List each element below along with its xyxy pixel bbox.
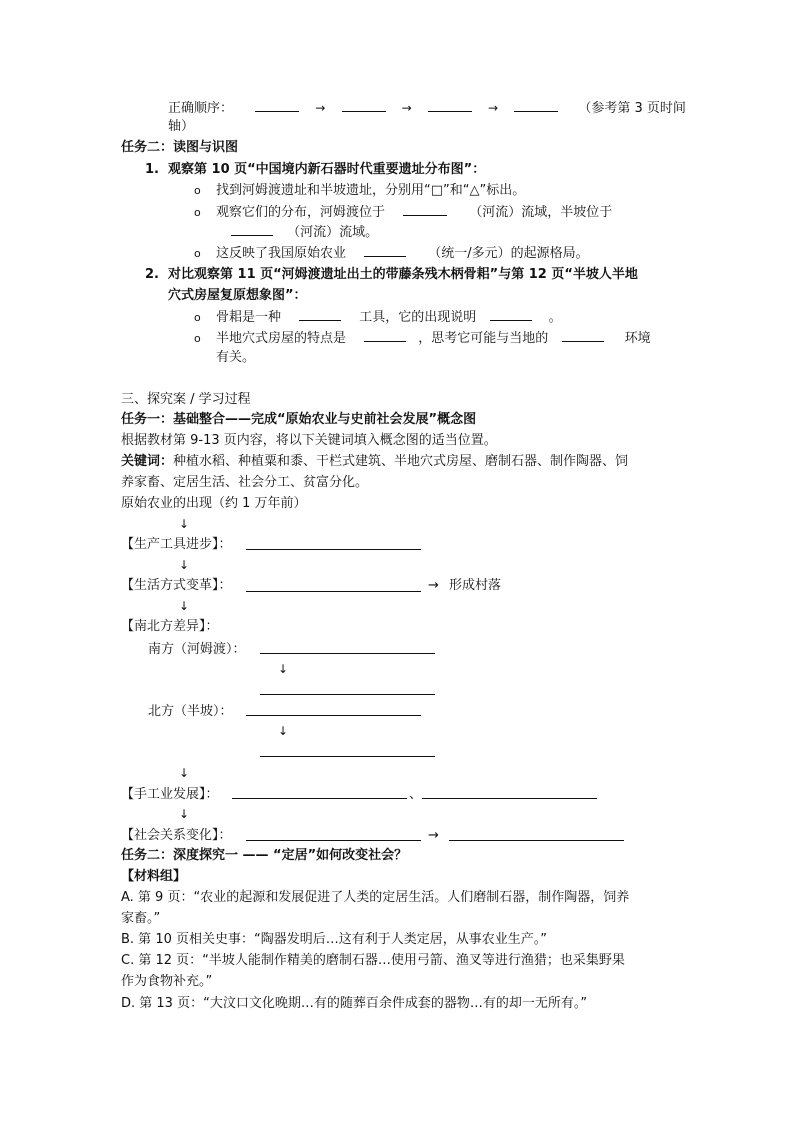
keywords-line: 关键词：种植水稻、种植粟和黍、干栏式建筑、半地穴式房屋、磨制石器、制作陶器、饲 (121, 454, 629, 469)
bullet-2-line: 观察它们的分布，河姆渡位于 （河流）流域，半坡位于 (216, 205, 613, 220)
bullet-c1-line: 骨耜是一种 工具，它的出现说明 。 (216, 310, 562, 325)
material-c-cont: 作为食物补充。” (121, 974, 213, 989)
task2-deep-title: 任务二：深度探究一 —— “定居”如何改变社会？ (121, 848, 408, 863)
explain-blank[interactable] (490, 308, 532, 321)
village-line (428, 577, 501, 595)
order-ref: （参考第 3 页时间 (578, 101, 686, 116)
item2-title-cont: 穴式房屋复原想象图”： (168, 288, 307, 303)
down-arrow-icon: ↓ (179, 766, 190, 780)
south-blank-1[interactable] (260, 653, 435, 654)
item-number: 2. (145, 267, 159, 282)
craft-separator: 、 (409, 787, 423, 802)
task2-read-map-title: 任务二：读图与识图 (121, 140, 239, 155)
down-arrow-icon: ↓ (179, 599, 190, 613)
north-label: 北方（半坡）： (148, 704, 233, 719)
order-blank-2[interactable] (342, 99, 386, 112)
material-b: B. 第 10 页相关史事：“陶器发明后…这有利于人类定居，从事农业生产。” (121, 932, 547, 947)
concept-craft-label: 【手工业发展】： (121, 787, 219, 802)
task1-title: 任务一：基础整合——完成“原始农业与史前社会发展”概念图 (121, 412, 477, 427)
bullet-icon: o (194, 206, 201, 219)
house-feature-blank[interactable] (364, 329, 406, 342)
river-blank-banpo[interactable] (231, 223, 273, 236)
bullet-2-cont: （河流）流域。 (231, 223, 378, 242)
down-arrow-icon: ↓ (179, 558, 190, 572)
craft-blank-2[interactable] (422, 798, 597, 799)
bullet-icon: o (194, 311, 201, 324)
down-arrow-icon: ↓ (179, 517, 190, 531)
order-line (168, 99, 686, 118)
arrow-icon: → (428, 828, 439, 843)
craft-blank-1[interactable] (232, 798, 407, 799)
item-number: 1. (145, 162, 159, 177)
section3-title: 三、探究案 / 学习过程 (121, 392, 251, 407)
concept-social-label: 【社会关系变化】： (121, 828, 232, 843)
bullet-icon: o (194, 184, 201, 197)
item1-title: 观察第 10 页“中国境内新石器时代重要遗址分布图”： (168, 162, 486, 177)
down-arrow-icon: ↓ (278, 724, 289, 738)
order-label: 正确顺序： (168, 101, 234, 116)
intro-text: 根据教材第 9-13 页内容，将以下关键词填入概念图的适当位置。 (121, 433, 497, 448)
order-blank-1[interactable] (255, 99, 299, 112)
order-ref-cont: 轴） (168, 119, 195, 134)
material-a-cont: 家畜。” (121, 911, 161, 926)
material-a: A. 第 9 页：“农业的起源和发展促进了人类的定居生活。人们磨制石器，制作陶器，饲养 (121, 890, 630, 905)
bullet-3-line: 这反映了我国原始农业 （统一/多元）的起源格局。 (216, 246, 589, 261)
arrow-icon: → (487, 101, 499, 115)
origin-pattern-blank[interactable] (364, 244, 406, 257)
tool-type-blank[interactable] (299, 308, 341, 321)
material-group-label: 【材料组】 (121, 869, 187, 884)
bullet-c2-line: 半地穴式房屋的特点是 ，思考它可能与当地的 环境 (216, 331, 651, 346)
arrow-icon: → (428, 578, 439, 593)
concept-origin: 原始农业的出现（约 1 万年前） (121, 496, 307, 511)
keywords-cont: 养家畜、定居生活、社会分工、贫富分化。 (121, 475, 369, 490)
order-blank-3[interactable] (428, 99, 472, 112)
north-blank-2[interactable] (260, 756, 435, 757)
order-blank-4[interactable] (514, 99, 558, 112)
village-text: 形成村落 (449, 578, 502, 593)
bullet-icon: o (194, 247, 201, 260)
social-blank-1[interactable] (246, 840, 421, 841)
environment-blank[interactable] (562, 329, 604, 342)
south-label: 南方（河姆渡）： (148, 642, 246, 657)
concept-life-label: 【生活方式变革】： (121, 578, 232, 593)
bullet-1-text: 找到河姆渡遗址和半坡遗址，分别用“□”和“△”标出。 (216, 183, 526, 198)
concept-ns-label: 【南北方差异】： (121, 619, 219, 634)
social-blank-2[interactable] (449, 840, 624, 841)
down-arrow-icon: ↓ (179, 807, 190, 821)
bullet-c2-cont: 有关。 (216, 350, 256, 365)
down-arrow-icon: ↓ (278, 662, 289, 676)
south-blank-2[interactable] (260, 694, 435, 695)
material-d: D. 第 13 页：“大汶口文化晚期…有的随葬百余件成套的器物…有的却一无所有。” (121, 996, 588, 1011)
life-blank[interactable] (246, 591, 421, 592)
arrow-icon: → (315, 101, 326, 115)
river-blank-hemudu[interactable] (403, 203, 447, 216)
arrow-icon: → (401, 101, 412, 115)
item2-title: 对比观察第 11 页“河姆渡遗址出土的带藤条残木柄骨耜”与第 12 页“半坡人半地 (168, 267, 638, 282)
material-c: C. 第 12 页：“半坡人能制作精美的磨制石器…使用弓箭、渔叉等进行渔猎；也采集野果 (121, 953, 625, 968)
concept-tools-label: 【生产工具进步】： (121, 537, 232, 552)
tools-blank[interactable] (246, 549, 421, 550)
keywords-label: 关键词： (121, 454, 174, 469)
bullet-icon: o (194, 332, 201, 345)
north-blank-1[interactable] (246, 715, 421, 716)
